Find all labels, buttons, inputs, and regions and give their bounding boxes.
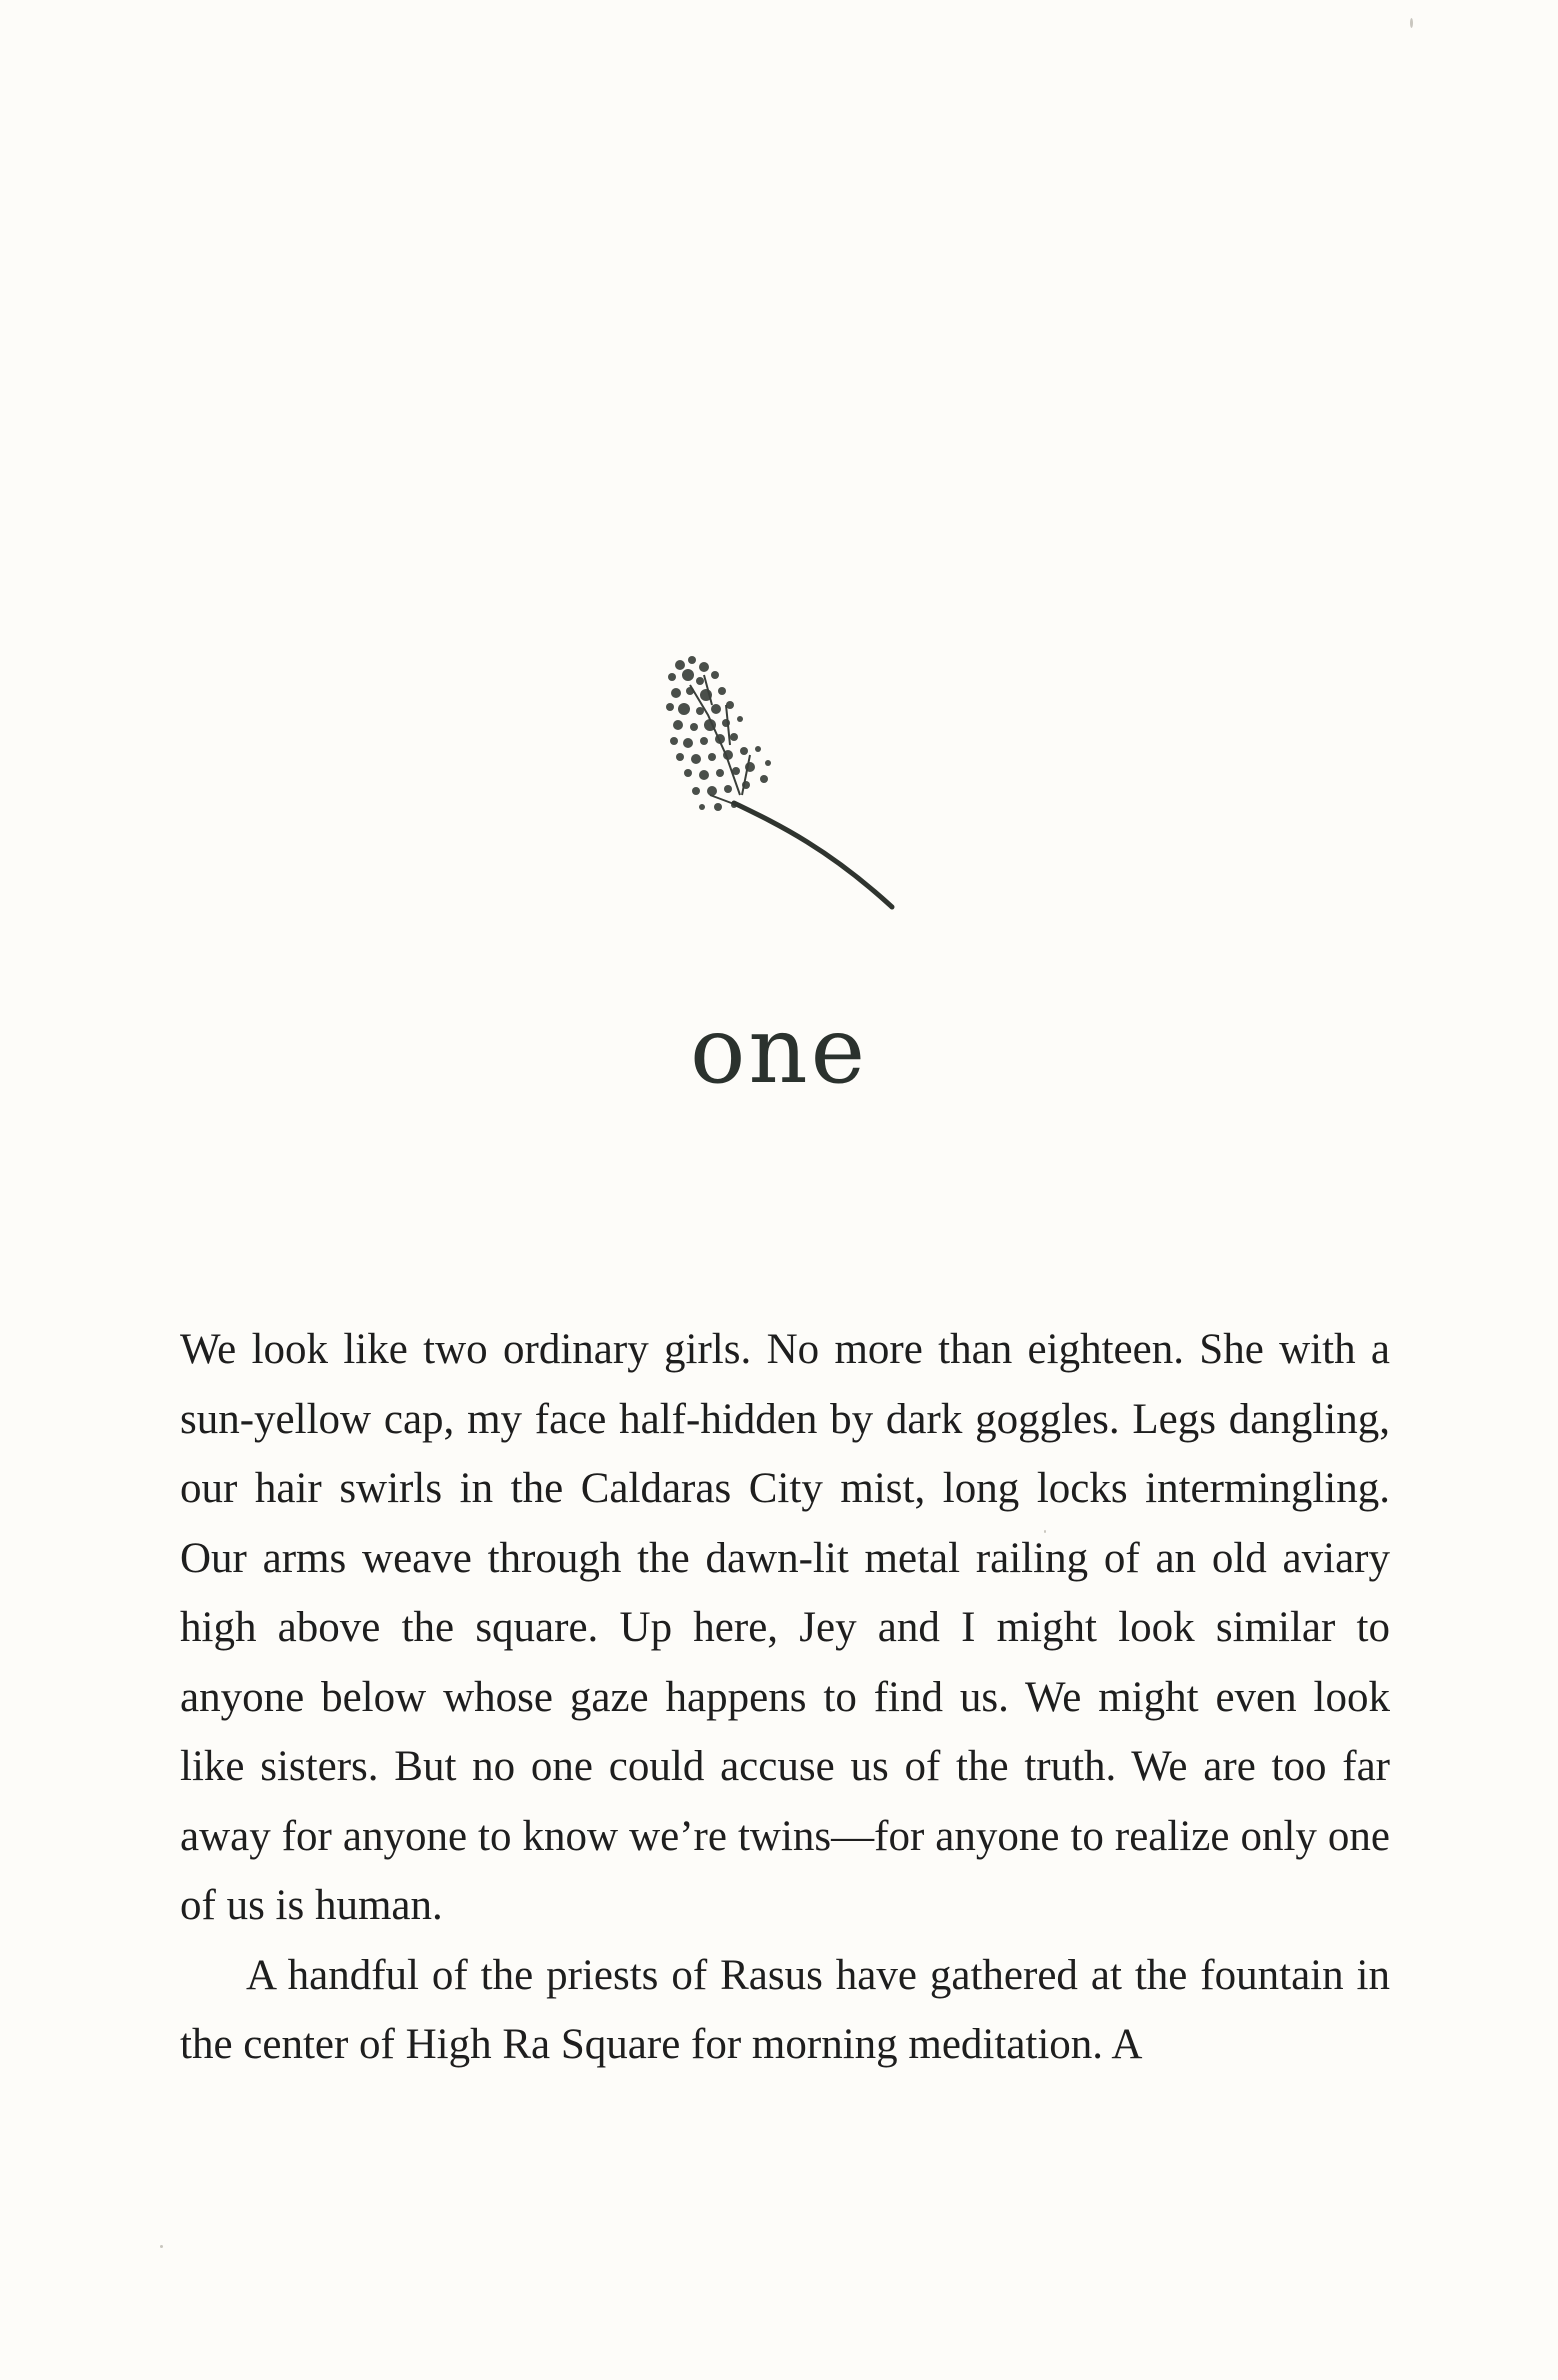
chapter-title: one xyxy=(689,997,869,1104)
flower-sprig-icon xyxy=(630,645,930,945)
scan-speck xyxy=(160,2245,163,2248)
chapter-body xyxy=(180,1315,1390,2080)
paragraph: A handful of the priests of Rasus have gathered at the fountain in the center of High Ra Square for morning meditation. A xyxy=(180,1951,1390,2068)
scan-speck xyxy=(1044,1530,1046,1533)
paragraph: We look like two ordinary girls. No more than eighteen. She with a sun-yellow cap, my face half-hidden by dark goggles. Legs dangling, our hair swirls in the Caldaras City mist, long locks intermingling. Our arms weave through the dawn-lit metal railing of an old aviary high above the square. Up here, Jey and I might look similar to anyone below whose gaze happens to find us. We might even look like sisters. But no one could accuse us of the truth. We are too far away for anyone to know we’re twins—for anyone to realize only one of us is human. xyxy=(180,1326,1390,1929)
scan-speck xyxy=(1410,18,1413,28)
